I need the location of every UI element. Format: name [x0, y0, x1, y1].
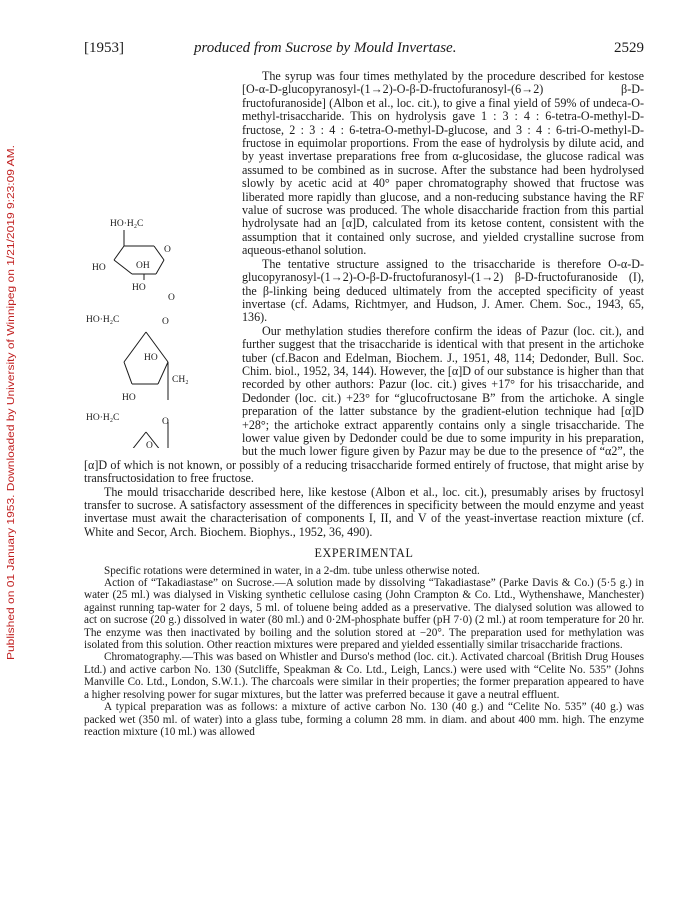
- structure-label: O: [162, 317, 169, 327]
- paragraph-pazur-comparison: Our methylation studies therefore confirm the ideas of Pazur (loc. cit.), and further suggest that the trisaccharide is identical with that present in the artichoke tuber (cf.Bacon and Edelman, Biochem. J., 1951, 48, 114; Dedonder, Bull. Soc. Chim. biol., 1952, 34, 144). However, the [α]D of our substance is higher than that recorded by other authors: Pazur (loc. cit.) gives +17° for his trisaccharide, and Dedonder (loc. cit.) +23° for “glucofructosane B” from the artichoke. A single preparation of the latter substance by the gradient-elution technique had [α]D +28°; the artichoke extract apparently contains only a single trisaccharide. The lower value given by Dedonder could be due to some impurity in his preparation, but the much lower figure given by Pazur may be due to the presence of “α2”, the [α]D of which is not known, or possibly of a reducing trisaccharide formed entirely of fructose, that might arise by transfructosidation to free fructose.: [84, 323, 644, 486]
- structure-label: O: [164, 245, 171, 255]
- paragraph-mould-trisaccharide: The mould trisaccharide described here, like kestose (Albon et al., loc. cit.), presumably arises by fructosyl transfer to sucrose. A satisfactory assessment of the differences in specificity between the mould enzyme and yeast invertase must await the characterisation of components I, II, and V of the yeast-invertase reaction mixture (cf. White and Secor, Arch. Biochem. Biophys., 1952, 36, 490).: [84, 484, 644, 539]
- paragraph-specific-rotations: Specific rotations were determined in water, in a 2-dm. tube unless otherwise noted.: [104, 564, 480, 577]
- running-header: [84, 40, 644, 62]
- structure-label: HO: [144, 353, 158, 363]
- download-watermark: [2, 140, 18, 660]
- structure-label: HO: [122, 393, 136, 403]
- structure-label: HO·H₂C: [86, 413, 120, 423]
- structure-label: OH: [136, 261, 150, 271]
- experimental-section: [84, 565, 644, 739]
- structure-label: HO·H₂C: [110, 219, 144, 229]
- paragraph-takadiastase: Action of “Takadiastase” on Sucrose.—A solution made by dissolving “Takadiastase” (Parke Davis & Co.) (5·5 g.) in water (25 ml.) was dialysed in Visking synthetic cellulose casing (John Crampton & Co. Ltd., Wythenshawe, Manchester) against running tap-water for 2 days, 5 ml. of toluene being added as a preservative. The dialysed solution was allowed to act on sucrose (20 g.) dissolved in water (80 ml.) and 0·2M-phosphate buffer (pH 7·0) (2 ml.) at room temperature for 20 hr. The enzyme was then inactivated by boiling and the solution stored at −20°. The preparation used for methylation was isolated from this solution. Other reaction mixtures were prepared and yielded essentially similar trisaccharide fractions.: [84, 577, 644, 652]
- structure-label: HO: [132, 283, 146, 293]
- structure-label: O: [146, 441, 153, 448]
- header-year: [1953]: [84, 40, 124, 56]
- paragraph-tentative-structure: The tentative structure assigned to the trisaccharide is therefore O-α-D-glucopyranosyl-(1→2)-O-β-D-fructofuranosyl-(1→2) β-D-fructofuranoside (I), the β-linking being deduced ultimately from the accepted specificity of yeast invertase (cf. Adams, Richtmyer, and Hudson, J. Amer. Chem. Soc., 1943, 65, 136).: [242, 256, 644, 325]
- structure-label: HO·H₂C: [86, 315, 120, 325]
- structure-label: CH₂: [172, 375, 189, 385]
- structure-label: O: [162, 417, 169, 427]
- header-title: produced from Sucrose by Mould Invertase.: [194, 40, 457, 56]
- paragraph-methylation-text: The syrup was four times methylated by the procedure described for kestose [O-α-D-glucopyranosyl-(1→2)-O-β-D-fructofuranosyl-(6→2) β-D-fructofuranoside] (Albon et al., loc. cit.), to give a final yield of 59% of undeca-O-methyl-trisaccharide. This on hydrolysis gave 1 : 3 : 4 : 6-tetra-O-methyl-D-fructose, 2 : 3 : 4 : 6-tetra-O-methyl-D-glucose, and 3 : 4 : 6-tri-O-methyl-D-fructose in equimolar proportions. From the ease of hydrolysis by dilute acid, and by yeast invertase preparations free from α-glucosidase, the glucose radical was assumed to be combined as in sucrose. After the substance had been hydrolysed slowly by acetic acid at 40° paper chromatography showed that fructose was liberated more rapidly than glucose, and a non-reducing substance having the RF value of sucrose was produced. The whole disaccharide fraction from this partial hydrolysate had an [α]D, calculated from its ketose content, consistent with the assumption that it contained only sucrose, and yielded crystalline sucrose from aqueous-ethanol solution.: [242, 69, 644, 258]
- article-body: [84, 70, 644, 738]
- structure-label: HO: [92, 263, 106, 273]
- paragraph-typical-preparation: A typical preparation was as follows: a mixture of active carbon No. 130 (40 g.) and “Celite No. 535” (40 g.) was packed wet (350 ml. of water) into a glass tube, forming a column 28 mm. in diam. and about 400 mm. high. The enzyme reaction mixture (10 ml.) was allowed: [84, 701, 644, 738]
- paragraph-chromatography: Chromatography.—This was based on Whistler and Durso's method (loc. cit.). Activated charcoal (British Drug Houses Ltd.) and active carbon No. 130 (Sutcliffe, Speakman & Co. Ltd., Leigh, Lancs.) were used with “Celite No. 535” (Johns Manville Co. Ltd., London, S.W.1.). The charcoals were similar in their properties; the former preparation appeared to have a higher resolving power for sugar mixtures, but the latter was preferred because it gave a neutral effluent.: [84, 651, 644, 701]
- page-number: 2529: [614, 40, 644, 56]
- trisaccharide-structure: [84, 70, 234, 448]
- structure-label: O: [168, 293, 175, 303]
- download-watermark-text: Published on 01 January 1953. Downloaded by University of Winnipeg on 1/21/2019 9:23:09 AM.: [5, 209, 17, 660]
- section-heading-experimental: EXPERIMENTAL: [314, 546, 414, 561]
